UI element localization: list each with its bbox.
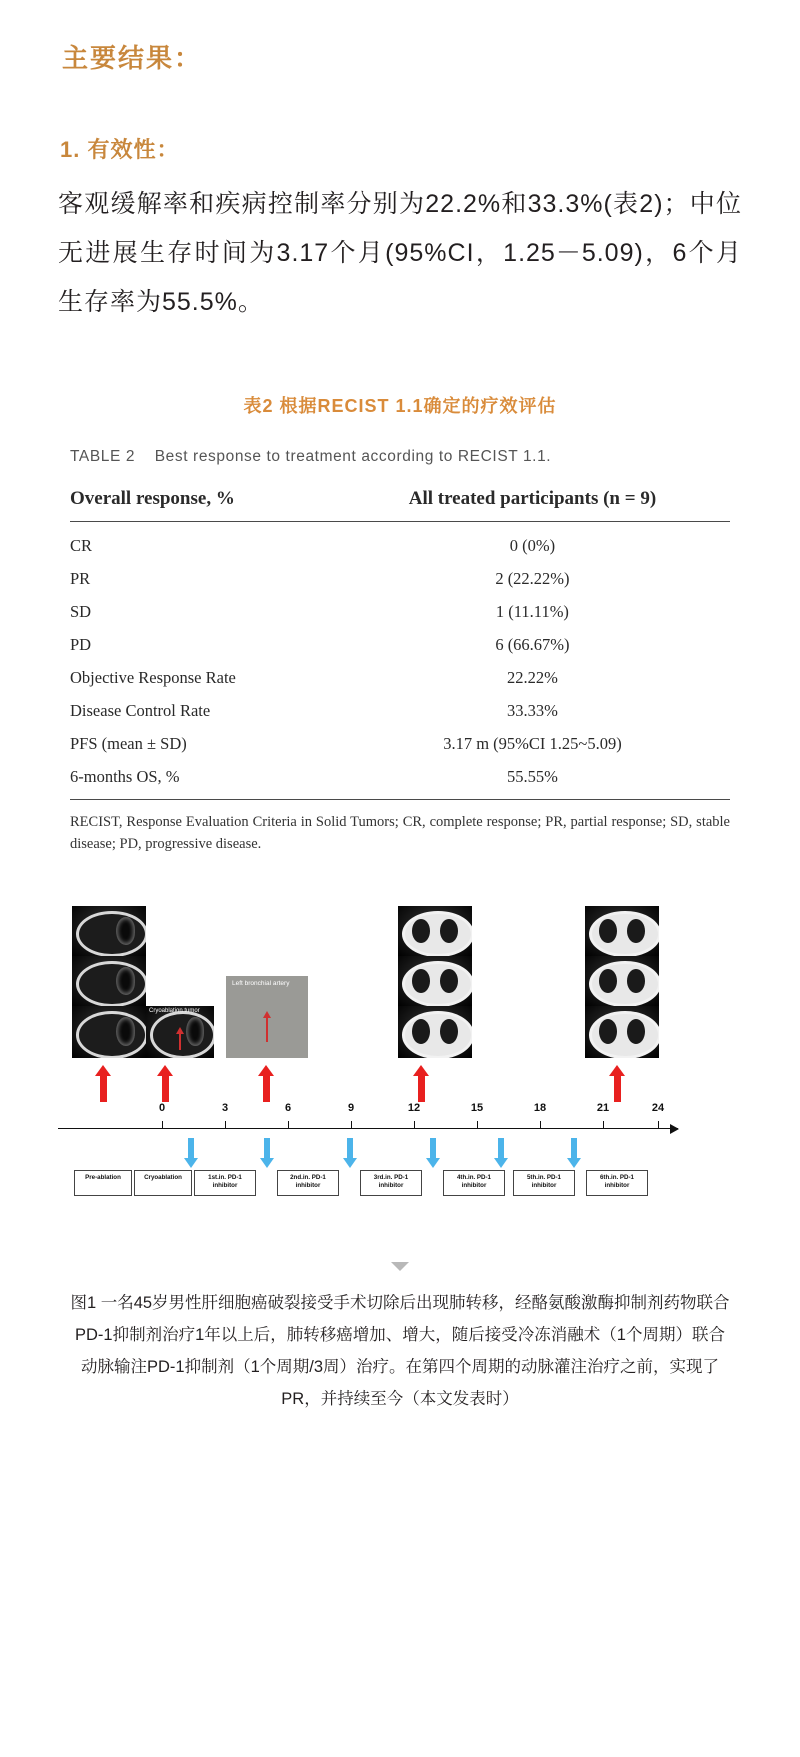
table-cell-label: CR bbox=[70, 536, 93, 556]
ct-slice bbox=[585, 1006, 659, 1058]
table-cell-label: PD bbox=[70, 635, 92, 655]
treatment-timeline-figure bbox=[58, 906, 742, 1236]
axis-tick-label: 21 bbox=[596, 1101, 610, 1114]
table-cell-label: PFS (mean ± SD) bbox=[70, 734, 187, 754]
ct-slice bbox=[72, 1006, 146, 1058]
table-footnote: RECIST, Response Evaluation Criteria in Solid Tumors; CR, complete response; PR, partial response; SD, stable disease; PD, progressive disease. bbox=[70, 814, 730, 852]
event-box: Pre-ablation bbox=[74, 1170, 132, 1196]
ct-slice bbox=[585, 906, 659, 956]
table-cell-value: 6 (66.67%) bbox=[495, 635, 570, 655]
table-cell-label: Disease Control Rate bbox=[70, 701, 211, 721]
ct-slice bbox=[72, 906, 146, 956]
axis-tick-label: 6 bbox=[284, 1101, 292, 1114]
axis-tick-label: 18 bbox=[533, 1101, 547, 1114]
blue-arrow-marker bbox=[571, 1138, 577, 1160]
ct-slice bbox=[72, 956, 146, 1006]
table-cell-value: 3.17 m (95%CI 1.25~5.09) bbox=[443, 734, 622, 754]
event-box: 2nd.in. PD-1 inhibitor bbox=[277, 1170, 339, 1196]
section-body-efficacy: 客观缓解率和疾病控制率分别为22.2%和33.3%(表2)；中位无进展生存时间为3.17个月(95%CI，1.25－5.09)，6个月生存率为55.5%。 bbox=[58, 190, 742, 316]
ct-image-cryoablation bbox=[146, 1006, 214, 1058]
table-header-cell: All treated participants (n = 9) bbox=[335, 484, 730, 522]
table-title-en: Best response to treatment according to RECIST 1.1. bbox=[154, 448, 552, 466]
timeline-axis bbox=[58, 1128, 678, 1130]
event-box: 6th.in. PD-1 inhibitor bbox=[586, 1170, 648, 1196]
table-header-cell: Overall response, % bbox=[70, 484, 335, 522]
axis-tick bbox=[288, 1121, 289, 1128]
axis-tick-label: 12 bbox=[407, 1101, 421, 1114]
axis-tick-label: 3 bbox=[221, 1101, 229, 1114]
table-header-row bbox=[70, 484, 730, 522]
table-cell-label: SD bbox=[70, 602, 92, 622]
ct-image-stack-followup-1 bbox=[398, 906, 472, 1058]
axis-tick bbox=[351, 1121, 352, 1128]
table-row bbox=[70, 596, 730, 629]
axis-tick-label: 24 bbox=[651, 1101, 665, 1114]
table-row bbox=[70, 629, 730, 662]
blue-arrow-marker bbox=[188, 1138, 194, 1160]
table-cell-label: PR bbox=[70, 569, 91, 589]
axis-tick-label: 9 bbox=[347, 1101, 355, 1114]
table-row bbox=[70, 695, 730, 728]
event-box: 4th.in. PD-1 inhibitor bbox=[443, 1170, 505, 1196]
table-recist bbox=[70, 484, 730, 800]
ct-slice bbox=[398, 906, 472, 956]
event-box: 3rd.in. PD-1 inhibitor bbox=[360, 1170, 422, 1196]
table-cell-value: 55.55% bbox=[335, 761, 730, 800]
axis-tick bbox=[225, 1121, 226, 1128]
axis-tick bbox=[658, 1121, 659, 1128]
table-row bbox=[70, 761, 730, 800]
table-cell-value: 0 (0%) bbox=[509, 536, 556, 556]
figure-caption: 图1 一名45岁男性肝细胞癌破裂接受手术切除后出现肺转移，经酪氨酸激酶抑制剂药物联合PD-1抑制剂治疗1年以上后，肺转移癌增加、增大，随后接受冷冻消融术（1个周期）联合动脉输注PD-1抑制剂（1个周期/3周）治疗。在第四个周期的动脉灌注治疗之前，实现了PR，并持续至今（本文发表时） bbox=[70, 1293, 730, 1409]
red-arrow-marker bbox=[418, 1074, 425, 1102]
event-box: Cryoablation bbox=[134, 1170, 192, 1196]
cryoablation-tumor-label: Cryoablation tumor bbox=[149, 1007, 200, 1014]
table-row bbox=[70, 728, 730, 761]
table-cell-label: Objective Response Rate bbox=[70, 668, 236, 688]
axis-tick-label: 15 bbox=[470, 1101, 484, 1114]
angiography-image bbox=[226, 976, 308, 1058]
table-cell-value: 1 (11.11%) bbox=[495, 602, 569, 622]
ct-image-stack-followup-2 bbox=[585, 906, 659, 1058]
table-label: TABLE 2 bbox=[70, 448, 136, 466]
collapse-triangle-icon bbox=[391, 1262, 409, 1271]
table-cell-value: 22.22% bbox=[507, 668, 558, 688]
blue-arrow-marker bbox=[347, 1138, 353, 1160]
table-cell-value: 33.33% bbox=[507, 701, 558, 721]
table-caption-cn: 表2 根据RECIST 1.1确定的疗效评估 bbox=[243, 396, 557, 417]
table-cell-value: 2 (22.22%) bbox=[495, 569, 570, 589]
axis-tick bbox=[603, 1121, 604, 1128]
table-row bbox=[70, 662, 730, 695]
red-arrow-marker bbox=[263, 1074, 270, 1102]
recist-table bbox=[70, 448, 730, 856]
angiography-label: Left bronchial artery bbox=[232, 979, 290, 987]
event-box: 1st.in. PD-1 inhibitor bbox=[194, 1170, 256, 1196]
red-arrow-marker bbox=[100, 1074, 107, 1102]
ct-slice bbox=[398, 956, 472, 1006]
table-title-row bbox=[70, 448, 730, 466]
section-heading-efficacy: 1. 有效性： bbox=[60, 137, 180, 162]
event-box: 5th.in. PD-1 inhibitor bbox=[513, 1170, 575, 1196]
ct-slice bbox=[585, 956, 659, 1006]
table-cell-label: 6-months OS, % bbox=[70, 761, 335, 800]
blue-arrow-marker bbox=[264, 1138, 270, 1160]
article-page bbox=[0, 38, 800, 1415]
red-arrow-marker bbox=[162, 1074, 169, 1102]
axis-tick bbox=[162, 1121, 163, 1128]
blue-arrow-marker bbox=[498, 1138, 504, 1160]
blue-arrow-marker bbox=[430, 1138, 436, 1160]
ct-image-stack-preablation bbox=[72, 906, 146, 1058]
axis-tick bbox=[414, 1121, 415, 1128]
table-row bbox=[70, 522, 730, 563]
axis-tick bbox=[477, 1121, 478, 1128]
ct-slice bbox=[398, 1006, 472, 1058]
axis-tick-label: 0 bbox=[158, 1101, 166, 1114]
axis-tick bbox=[540, 1121, 541, 1128]
red-arrow-marker bbox=[614, 1074, 621, 1102]
table-row bbox=[70, 563, 730, 596]
page-title: 主要结果： bbox=[62, 43, 203, 73]
